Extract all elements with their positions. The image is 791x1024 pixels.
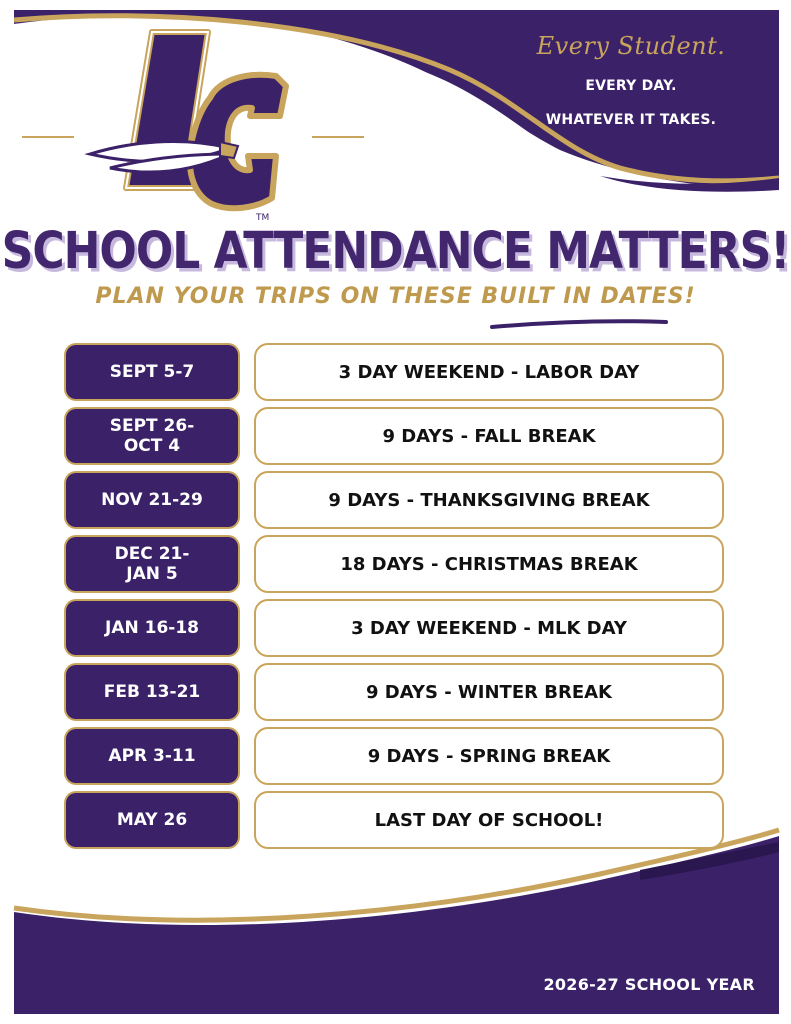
lc-logo [80,28,300,228]
page-subtitle: PLAN YOUR TRIPS ON THESE BUILT IN DATES! [95,284,696,309]
date-badge: SEPT 26- OCT 4 [66,409,238,463]
schedule-row [64,791,724,849]
schedule-row [64,535,724,593]
trademark-mark: TM [256,213,270,223]
schedule-row [64,727,724,785]
event-box: LAST DAY OF SCHOOL! [254,791,724,849]
slogan [511,28,751,128]
slogan-line-2: WHATEVER IT TAKES. [545,112,717,128]
date-badge: SEPT 5-7 [66,345,238,399]
date-badge: FEB 13-21 [66,665,238,719]
date-badge: DEC 21- JAN 5 [66,537,238,591]
slogan-script: Every Student. [536,32,726,60]
event-box: 3 DAY WEEKEND - MLK DAY [254,599,724,657]
date-badge: NOV 21-29 [66,473,238,527]
event-box: 18 DAYS - CHRISTMAS BREAK [254,535,724,593]
page-title: SCHOOL ATTENDANCE MATTERS! [1,222,790,281]
schedule-row [64,407,724,465]
date-badge: JAN 16-18 [66,601,238,655]
subtitle-underline [490,318,670,330]
schedule-row [64,343,724,401]
schedule-row [64,599,724,657]
schedule-list [64,343,724,855]
event-box: 9 DAYS - SPRING BREAK [254,727,724,785]
event-box: 3 DAY WEEKEND - LABOR DAY [254,343,724,401]
schedule-row [64,663,724,721]
date-badge: MAY 26 [66,793,238,847]
letter-c-icon [190,75,286,208]
date-badge: APR 3-11 [66,729,238,783]
school-year-label: 2026-27 SCHOOL YEAR [543,975,755,994]
schedule-row [64,471,724,529]
slogan-line-1: EVERY DAY. [585,78,677,94]
event-box: 9 DAYS - WINTER BREAK [254,663,724,721]
event-box: 9 DAYS - THANKSGIVING BREAK [254,471,724,529]
event-box: 9 DAYS - FALL BREAK [254,407,724,465]
